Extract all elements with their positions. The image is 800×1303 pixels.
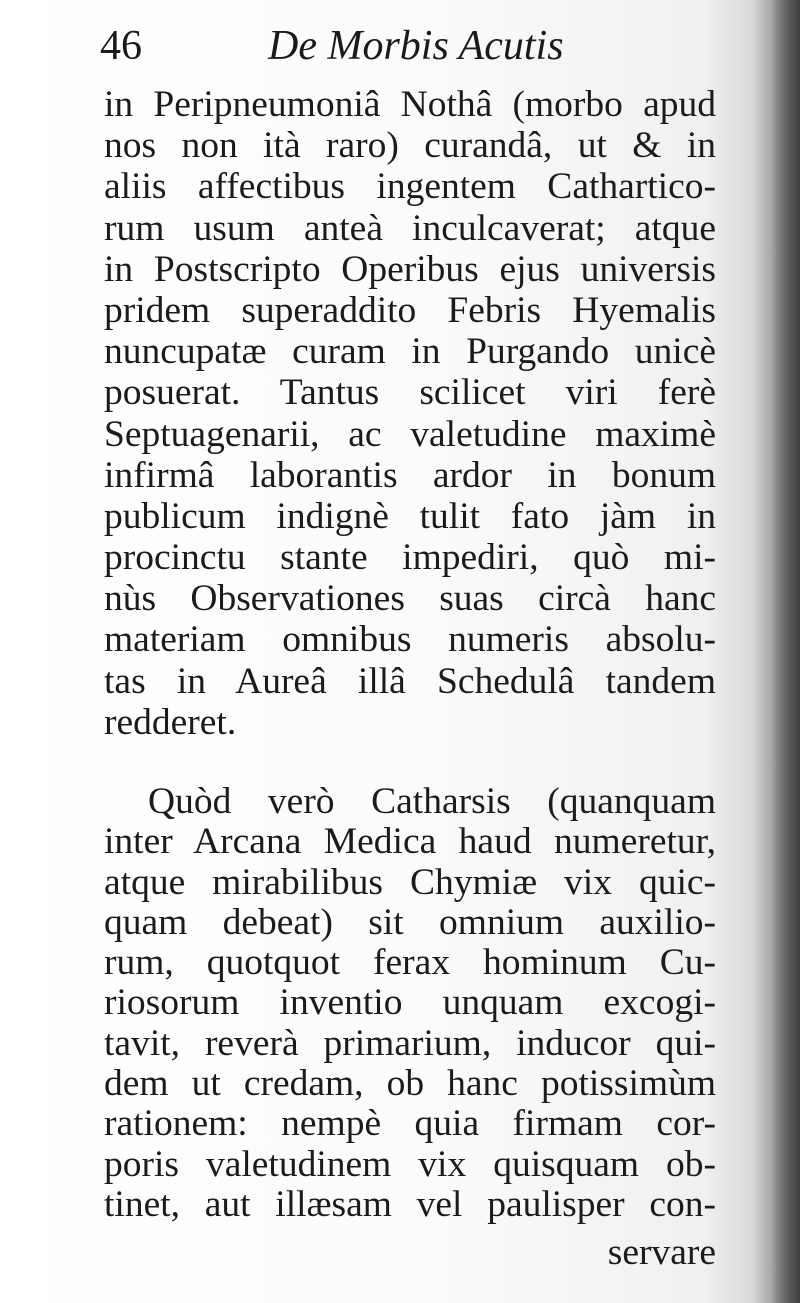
text-line: pridem superaddito Febris Hyemalis: [104, 289, 716, 331]
running-head-title: De Morbis Acutis: [268, 23, 564, 69]
text-line: rationem: nempè quia firmam cor-: [104, 1104, 716, 1145]
text-line: redderet.: [104, 701, 237, 743]
text-line: dem ut credam, ob hanc potissimùm: [104, 1064, 716, 1105]
text-line: infirmâ laborantis ardor in bonum: [104, 454, 716, 496]
text-line: procinctu stante impediri, quò mi-: [104, 537, 716, 579]
text-line: in Peripneumoniâ Nothâ (morbo apud: [104, 84, 716, 125]
text-line: nos non ità raro) curandâ, ut & in: [104, 125, 716, 167]
running-head: [100, 22, 720, 82]
page-gutter-shadow: [772, 0, 800, 1303]
text-line: riosorum inventio unquam excogi-: [104, 983, 716, 1024]
text-line: tinet, aut illæsam vel paulisper con-: [104, 1184, 716, 1225]
text-line: poris valetudinem vix quisquam ob-: [104, 1144, 716, 1185]
text-line: nùs Observationes suas circà hanc: [104, 578, 716, 620]
text-line: posuerat. Tantus scilicet viri ferè: [104, 372, 716, 414]
paragraph-2: [104, 782, 716, 1225]
page-number: 46: [100, 23, 142, 69]
paragraph-1: [104, 84, 716, 743]
text-line: nuncupatæ curam in Purgando unicè: [104, 331, 716, 373]
text-line: rum usum anteà inculcaverat; atque: [104, 207, 716, 249]
text-line: quam debeat) sit omnium auxilio-: [104, 902, 716, 943]
text-line: aliis affectibus ingentem Cathartico-: [104, 166, 716, 208]
text-line: publicum indignè tulit fato jàm in: [104, 495, 716, 537]
text-line: Septuagenarii, ac valetudine maximè: [104, 413, 716, 455]
text-line: in Postscripto Operibus ejus universis: [104, 248, 716, 290]
text-line: atque mirabilibus Chymiæ vix quic-: [104, 862, 716, 903]
text-line: Quòd verò Catharsis (quanquam: [148, 782, 716, 822]
text-line: tas in Aureâ illâ Schedulâ tandem: [104, 660, 716, 702]
text-line: rum, quotquot ferax hominum Cu-: [104, 943, 716, 984]
text-line: tavit, reverà primarium, inducor qui-: [104, 1023, 716, 1064]
text-line: inter Arcana Medica haud numeretur,: [104, 822, 716, 863]
catchword: servare: [607, 1232, 716, 1273]
text-line: materiam omnibus numeris absolu-: [104, 619, 716, 661]
